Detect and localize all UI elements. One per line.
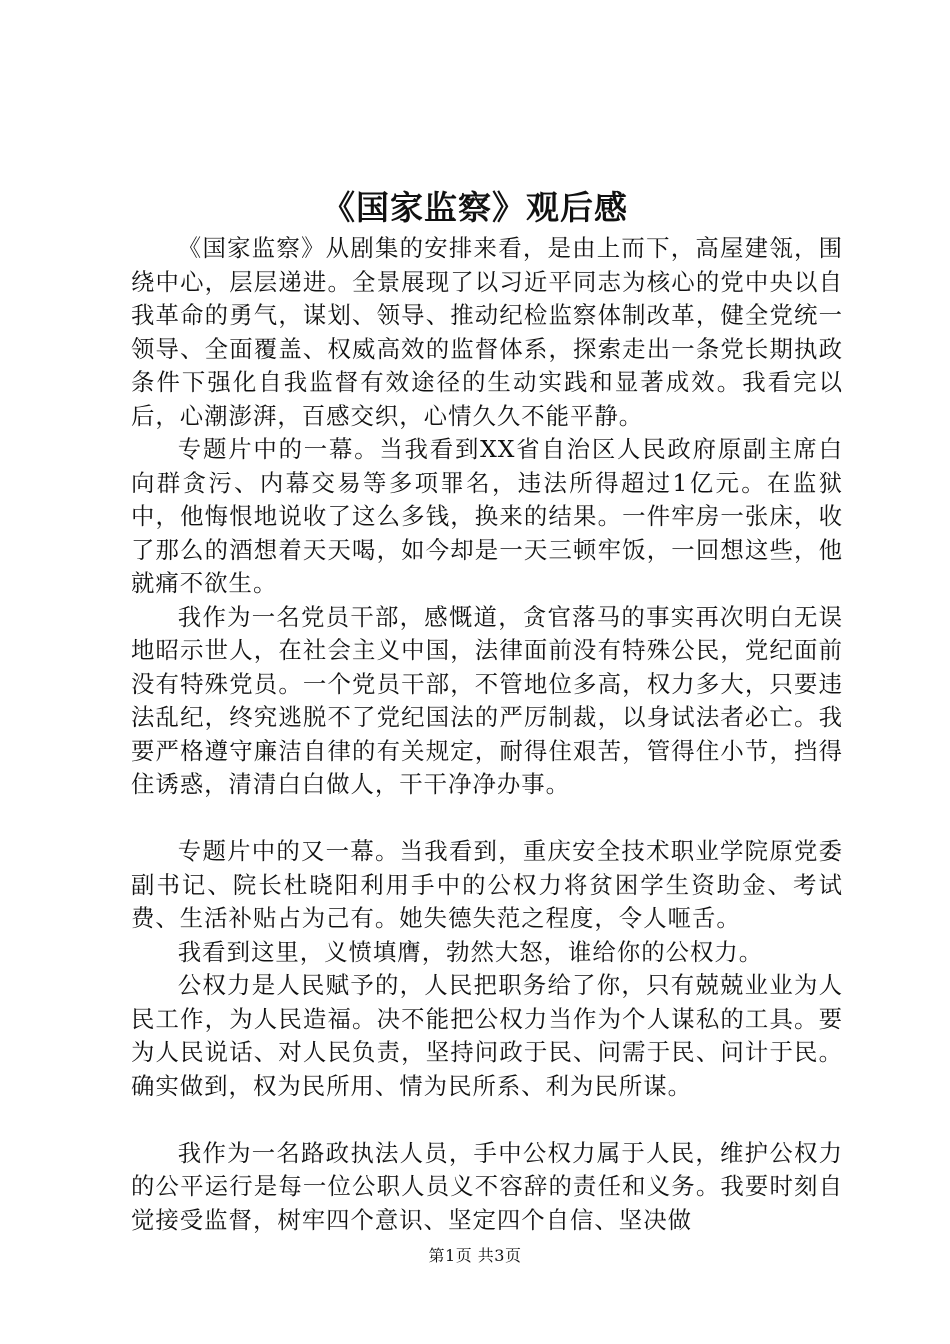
document-title: 《国家监察》观后感 — [322, 188, 628, 227]
paragraph-gap — [131, 802, 843, 836]
paragraph-6: 公权力是人民赋予的，人民把职务给了你，只有兢兢业业为人民工作，为人民造福。决不能把公权力当作为个人谋私的工具。要为人民说话、对人民负责，坚持问政于民、问需于民、问计于民。确实做到，权为民所用、情为民所系、利为民所谋。 — [131, 971, 843, 1100]
paragraph-1: 《国家监察》从剧集的安排来看，是由上而下，高屋建瓴，围绕中心，层层递进。全景展现了以习近平同志为核心的党中央以自我革命的勇气，谋划、领导、推动纪检监察体制改革，健全党统一领导、全面覆盖、权威高效的监督体系，探索走出一条党长期执政条件下强化自我监督有效途径的生动实践和显著成效。我看完以后，心潮澎湃，百感交织，心情久久不能平静。 — [131, 234, 843, 430]
paragraph-7: 我作为一名路政执法人员，手中公权力属于人民，维护公权力的公平运行是每一位公职人员义不容辞的责任和义务。我要时刻自觉接受监督，树牢四个意识、坚定四个自信、坚决做 — [131, 1138, 843, 1234]
page-footer: 第1页 共3页 — [428, 1246, 522, 1265]
paragraph-3: 我作为一名党员干部，感慨道，贪官落马的事实再次明白无误地昭示世人，在社会主义中国，法律面前没有特殊公民，党纪面前没有特殊党员。一个党员干部，不管地位多高，权力多大，只要违法乱纪，终究逃脱不了党纪国法的严厉制裁，以身试法者必亡。我要严格遵守廉洁自律的有关规定，耐得住艰苦，管得住小节，挡得住诱惑，清清白白做人，干干净净办事。 — [131, 602, 843, 798]
document-body — [131, 232, 843, 1237]
paragraph-2: 专题片中的一幕。当我看到XX省自治区人民政府原副主席白向群贪污、内幕交易等多项罪名，违法所得超过1亿元。在监狱中，他悔恨地说收了这么多钱，换来的结果。一件牢房一张床，收了那么的酒想着天天喝，如今却是一天三顿牢饭，一回想这些，他就痛不欲生。 — [131, 435, 843, 597]
paragraph-4: 专题片中的又一幕。当我看到，重庆安全技术职业学院原党委副书记、院长杜晓阳利用手中的公权力将贫困学生资助金、考试费、生活补贴占为己有。她失德失范之程度，令人咂舌。 — [131, 837, 843, 932]
paragraph-5: 我看到这里，义愤填膺，勃然大怒，谁给你的公权力。 — [177, 937, 764, 966]
paragraph-gap — [131, 1103, 843, 1137]
